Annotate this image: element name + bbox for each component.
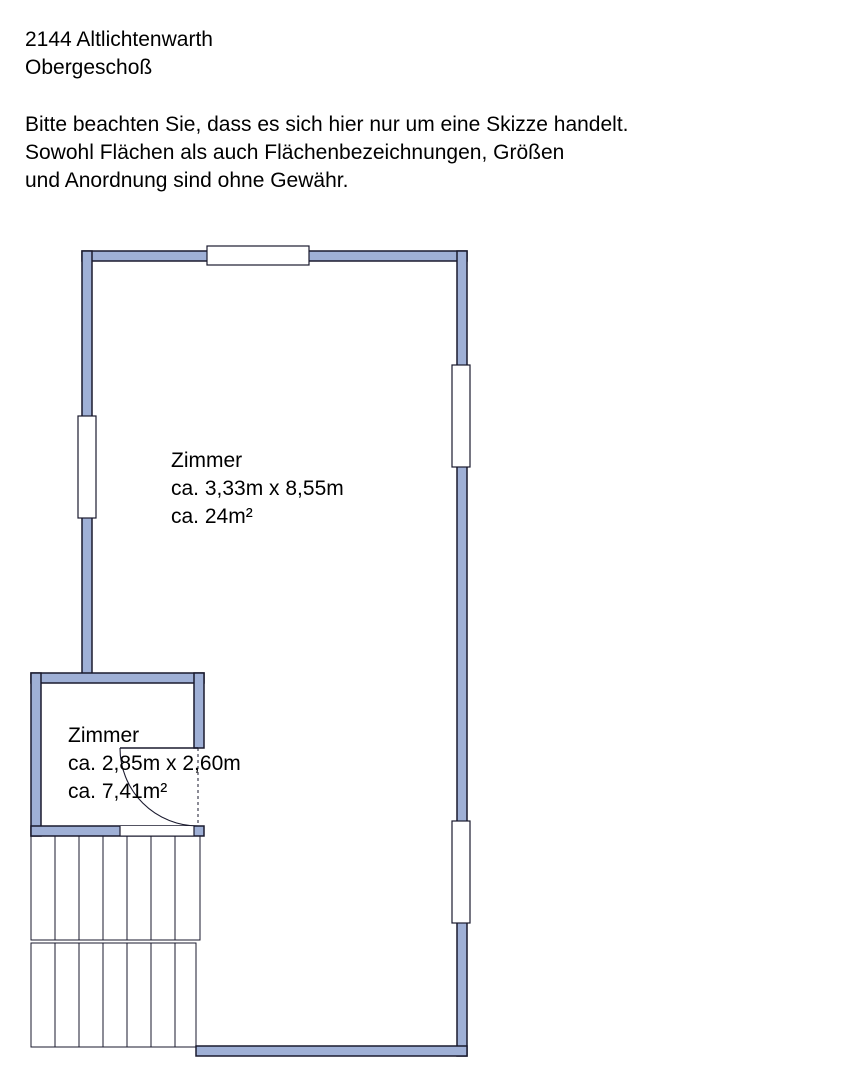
address: 2144 Altlichtenwarth	[25, 28, 213, 51]
room-2-name: Zimmer	[68, 724, 140, 747]
floor-label: Obergeschoß	[25, 56, 153, 79]
room-1-dimensions: ca. 3,33m x 8,55m	[171, 477, 344, 500]
doorway-opening	[120, 826, 194, 836]
room-1-area: ca. 24m²	[171, 505, 253, 528]
window-left	[78, 416, 96, 518]
small-room-wall-right	[194, 673, 204, 748]
window-top	[207, 246, 309, 265]
room-2-area: ca. 7,41m²	[68, 780, 168, 803]
stairs	[31, 836, 200, 1047]
window-right-lower	[452, 821, 470, 923]
room-2-dimensions: ca. 2,85m x 2,60m	[68, 752, 241, 775]
disclaimer-line-1: Bitte beachten Sie, dass es sich hier nur um eine Skizze handelt.	[25, 113, 629, 136]
room-1-name: Zimmer	[171, 449, 243, 472]
small-room-wall-top	[31, 673, 204, 683]
window-right-upper	[452, 365, 470, 467]
disclaimer-line-2: Sowohl Flächen als auch Flächenbezeichnungen, Größen	[25, 141, 565, 164]
disclaimer-line-3: und Anordnung sind ohne Gewähr.	[25, 169, 349, 192]
small-room-wall-left	[31, 673, 41, 836]
wall-bottom	[196, 1046, 467, 1056]
